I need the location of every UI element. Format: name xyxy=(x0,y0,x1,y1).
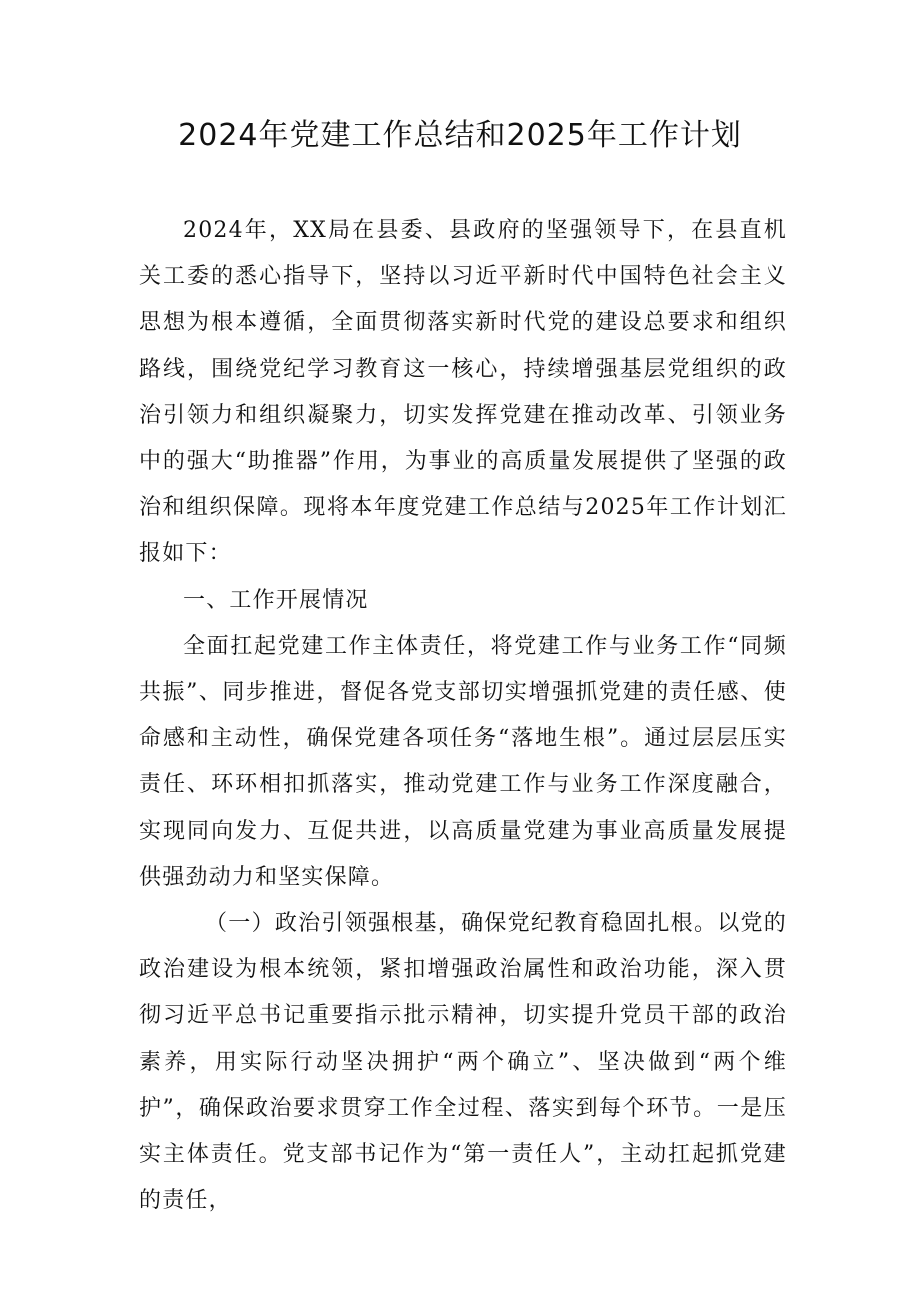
section-heading-1: 一、工作开展情况 xyxy=(183,587,369,613)
subsection-1-paragraph: （一）政治引领强根基，确保党纪教育稳固扎根。以党的政治建设为根本统领，紧扣增强政治属性和政治功能，深入贯彻习近平总书记重要指示批示精神，切实提升党员干部的政治素养，用实际行动坚决拥护“两个确立”、坚决做到“两个维护”，确保政治要求贯穿工作全过程、落实到每个环节。一是压实主体责任。党支部书记作为“第一责任人”，主动扛起抓党建的责任， xyxy=(139,911,787,1214)
section-1-paragraph: 全面扛起党建工作主体责任，将党建工作与业务工作“同频共振”、同步推进，督促各党支部切实增强抓党建的责任感、使命感和主动性，确保党建各项任务“落地生根”。通过层层压实责任、环环相扣抓落实，推动党建工作与业务工作深度融合，实现同向发力、互促共进，以高质量党建为事业高质量发展提供强劲动力和坚实保障。 xyxy=(139,633,787,890)
intro-paragraph: 2024年，XX局在县委、县政府的坚强领导下，在县直机关工委的悉心指导下，坚持以习近平新时代中国特色社会主义思想为根本遵循，全面贯彻落实新时代党的建设总要求和组织路线，围绕党纪学习教育这一核心，持续增强基层党组织的政治引领力和组织凝聚力，切实发挥党建在推动改革、引领业务中的强大“助推器”作用，为事业的高质量发展提供了坚强的政治和组织保障。现将本年度党建工作总结与2025年工作计划汇报如下： xyxy=(139,218,787,567)
document-title: 2024年党建工作总结和2025年工作计划 xyxy=(178,118,742,153)
document-body xyxy=(139,208,787,1224)
